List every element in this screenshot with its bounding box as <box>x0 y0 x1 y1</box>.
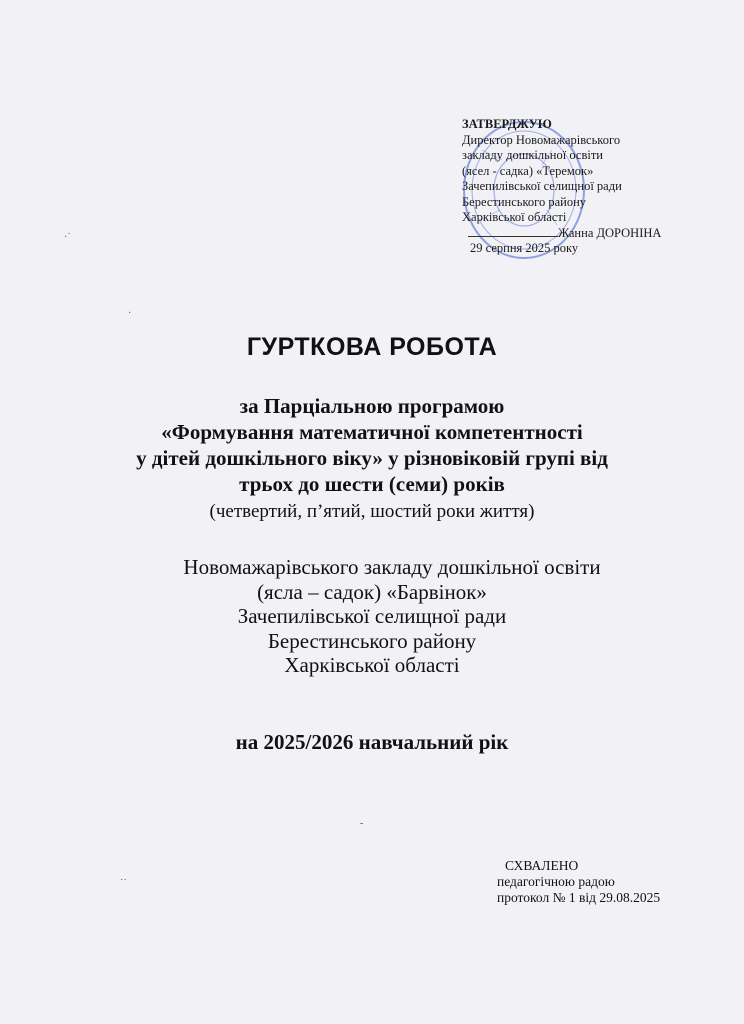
approval-block <box>462 117 732 257</box>
scan-speck: · <box>128 308 132 319</box>
subtitle-line: за Парціальною програмою <box>239 394 505 418</box>
years-note: (четвертий, п’ятий, шостий роки життя) <box>209 501 535 522</box>
approval-line: Берестинського району <box>462 194 587 209</box>
organization-line: Харківської області <box>284 653 460 677</box>
approval-header: ЗАТВЕРДЖУЮ <box>462 117 552 131</box>
approved-body: педагогічною радою <box>497 874 615 889</box>
organization-line: Берестинського району <box>267 628 477 653</box>
approval-line: (ясел - садка) «Теремок» <box>462 163 594 178</box>
organization-block <box>0 555 744 678</box>
approval-line: Харківської області <box>462 210 567 224</box>
organization-line: (ясла – садок) «Барвінок» <box>257 579 487 604</box>
organization-line: Зачепилівської селищної ради <box>237 604 507 628</box>
signature-line <box>462 226 732 242</box>
academic-year: на 2025/2026 навчальний рік <box>235 730 509 754</box>
approval-line: Директор Новомажарівського <box>462 132 621 147</box>
signature-underline <box>468 236 558 237</box>
subtitle-line: «Формування математичної компетентності <box>161 420 583 444</box>
signatory-name: Жанна ДОРОНІНА <box>558 225 662 240</box>
subtitle-line: трьох до шести (семи) років <box>239 472 505 496</box>
scan-speck: ˙˙ <box>120 878 127 889</box>
program-subtitle <box>0 393 744 497</box>
approved-by-block <box>497 858 660 906</box>
approval-date: 29 серпня 2025 року <box>470 241 579 255</box>
approval-line: Зачепилівської селищної ради <box>462 179 622 193</box>
approved-protocol: протокол № 1 від 29.08.2025 <box>497 890 661 905</box>
scan-speck: - <box>360 818 364 829</box>
scan-speck: ·˙ <box>64 232 71 243</box>
page-title: ГУРТКОВА РОБОТА <box>246 333 498 361</box>
approved-header: СХВАЛЕНО <box>505 858 579 873</box>
organization-line: Новомажарівського закладу дошкільної освіти <box>183 555 601 579</box>
subtitle-line: у дітей дошкільного віку» у різновіковій групі від <box>136 446 608 470</box>
approval-line: закладу дошкільної освіти <box>462 148 603 162</box>
